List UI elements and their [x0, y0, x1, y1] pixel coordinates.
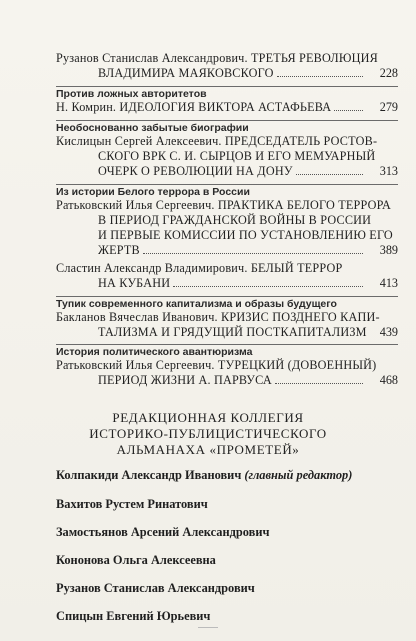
- section-heading-1: Против ложных авторитетов: [56, 88, 207, 100]
- leader-dots: [277, 75, 363, 77]
- page-footer-mark: [198, 627, 218, 636]
- toc-entry-0-line-0: Рузанов Станислав Александрович. ТРЕТЬЯ РЕВОЛЮЦИЯ: [56, 51, 378, 65]
- toc-entry-3-line-2: И ПЕРВЫЕ КОМИССИИ ПО УСТАНОВЛЕНИЮ ЕГО: [98, 228, 393, 242]
- toc-entry-3-line-0: Ратьковский Илья Сергеевич. ПРАКТИКА БЕЛОГО ТЕРРОРА: [56, 198, 392, 212]
- section-rule: [56, 86, 398, 87]
- leader-dots: [334, 109, 363, 111]
- toc-entry-0-page: 228: [379, 66, 398, 80]
- section-heading-5: Тупик современного капитализма и образы будущего: [56, 298, 337, 310]
- toc-entry-2-line-2: [98, 164, 366, 179]
- toc-entry-4-page: 413: [379, 276, 398, 290]
- section-rule: [56, 296, 398, 297]
- member-name: Спицын Евгений Юрьевич: [56, 609, 211, 623]
- section-heading-3: Из истории Белого террора в России: [56, 186, 250, 198]
- toc-entry-6-page: 468: [379, 373, 398, 387]
- editorial-member-5: [56, 609, 210, 624]
- member-name: Замостьянов Арсений Александрович: [56, 525, 270, 539]
- leader-dots: [143, 252, 363, 254]
- toc-entry-3-title-end: ЖЕРТВ: [98, 243, 140, 257]
- toc-entry-4-title-end: НА КУБАНИ: [98, 276, 171, 290]
- toc-entry-5-line-0: Бакланов Вячеслав Иванович. КРИЗИС ПОЗДНЕГО КАПИ-: [56, 310, 380, 324]
- section-rule: [56, 184, 398, 185]
- toc-entry-1-page: 279: [379, 100, 398, 114]
- editorial-title-line-0: РЕДАКЦИОННАЯ КОЛЛЕГИЯ: [112, 410, 304, 425]
- leader-dots: [296, 173, 363, 175]
- toc-entry-1-title: Н. Комрин. ИДЕОЛОГИЯ ВИКТОРА АСТАФЬЕВА: [56, 100, 332, 114]
- toc-entry-2-page: 313: [379, 164, 398, 178]
- toc-entry-0-title-end: ВЛАДИМИРА МАЯКОВСКОГО: [98, 66, 274, 80]
- editorial-title-line-1: ИСТОРИКО-ПУБЛИЦИСТИЧЕСКОГО: [89, 426, 327, 441]
- member-name: Рузанов Станислав Александрович: [56, 581, 255, 595]
- editorial-member-3: [56, 553, 216, 568]
- toc-entry-4-line-0: Сластин Александр Владимирович. БЕЛЫЙ ТЕРРОР: [56, 261, 343, 275]
- section-rule: [56, 344, 398, 345]
- member-role: (главный редактор): [244, 468, 353, 482]
- toc-entry-4-line-1: [98, 276, 366, 291]
- editorial-title-line-2: АЛЬМАНАХА «ПРОМЕТЕЙ»: [116, 442, 300, 457]
- member-name: Вахитов Рустем Ринатович: [56, 497, 208, 511]
- toc-entry-6-line-1: [98, 373, 366, 388]
- toc-entry-2-title-end: ОЧЕРК О РЕВОЛЮЦИИ НА ДОНУ: [98, 164, 293, 178]
- section-heading-6: История политического авантюризма: [56, 346, 253, 358]
- section-heading-2: Необоснованно забытые биографии: [56, 122, 249, 134]
- leader-dots: [173, 285, 363, 287]
- toc-entry-5-line-1: [98, 325, 366, 340]
- toc-entry-6-line-0: Ратьковский Илья Сергеевич. ТУРЕЦКИЙ (ДОВОЕННЫЙ): [56, 358, 377, 372]
- section-rule: [56, 120, 398, 121]
- editorial-member-2: [56, 525, 269, 540]
- toc-entry-3-page: 389: [379, 243, 398, 257]
- toc-entry-6-title-end: ПЕРИОД ЖИЗНИ А. ПАРВУСА: [98, 373, 272, 387]
- toc-entry-5-title-end: ТАЛИЗМА И ГРЯДУЩИЙ ПОСТКАПИТАЛИЗМ: [98, 325, 367, 339]
- member-name: Колпакиди Александр Иванович: [56, 468, 245, 482]
- toc-entry-1-line-0: [56, 100, 366, 115]
- toc-entry-2-line-0: Кислицын Сергей Алексеевич. ПРЕДСЕДАТЕЛЬ РОСТОВ-: [56, 134, 378, 148]
- toc-entry-0-line-1: [98, 66, 366, 81]
- editorial-member-4: [56, 581, 255, 596]
- leader-dots: [275, 382, 363, 384]
- toc-entry-3-line-3: [98, 243, 366, 258]
- member-name: Кононова Ольга Алексеевна: [56, 553, 216, 567]
- toc-entry-3-line-1: В ПЕРИОД ГРАЖДАНСКОЙ ВОЙНЫ В РОССИИ: [98, 213, 372, 227]
- toc-entry-5-page: 439: [379, 325, 398, 339]
- toc-entry-2-line-1: СКОГО ВРК С. И. СЫРЦОВ И ЕГО МЕМУАРНЫЙ: [98, 149, 376, 163]
- editorial-member-1: [56, 497, 208, 512]
- editorial-member-0: [56, 468, 352, 483]
